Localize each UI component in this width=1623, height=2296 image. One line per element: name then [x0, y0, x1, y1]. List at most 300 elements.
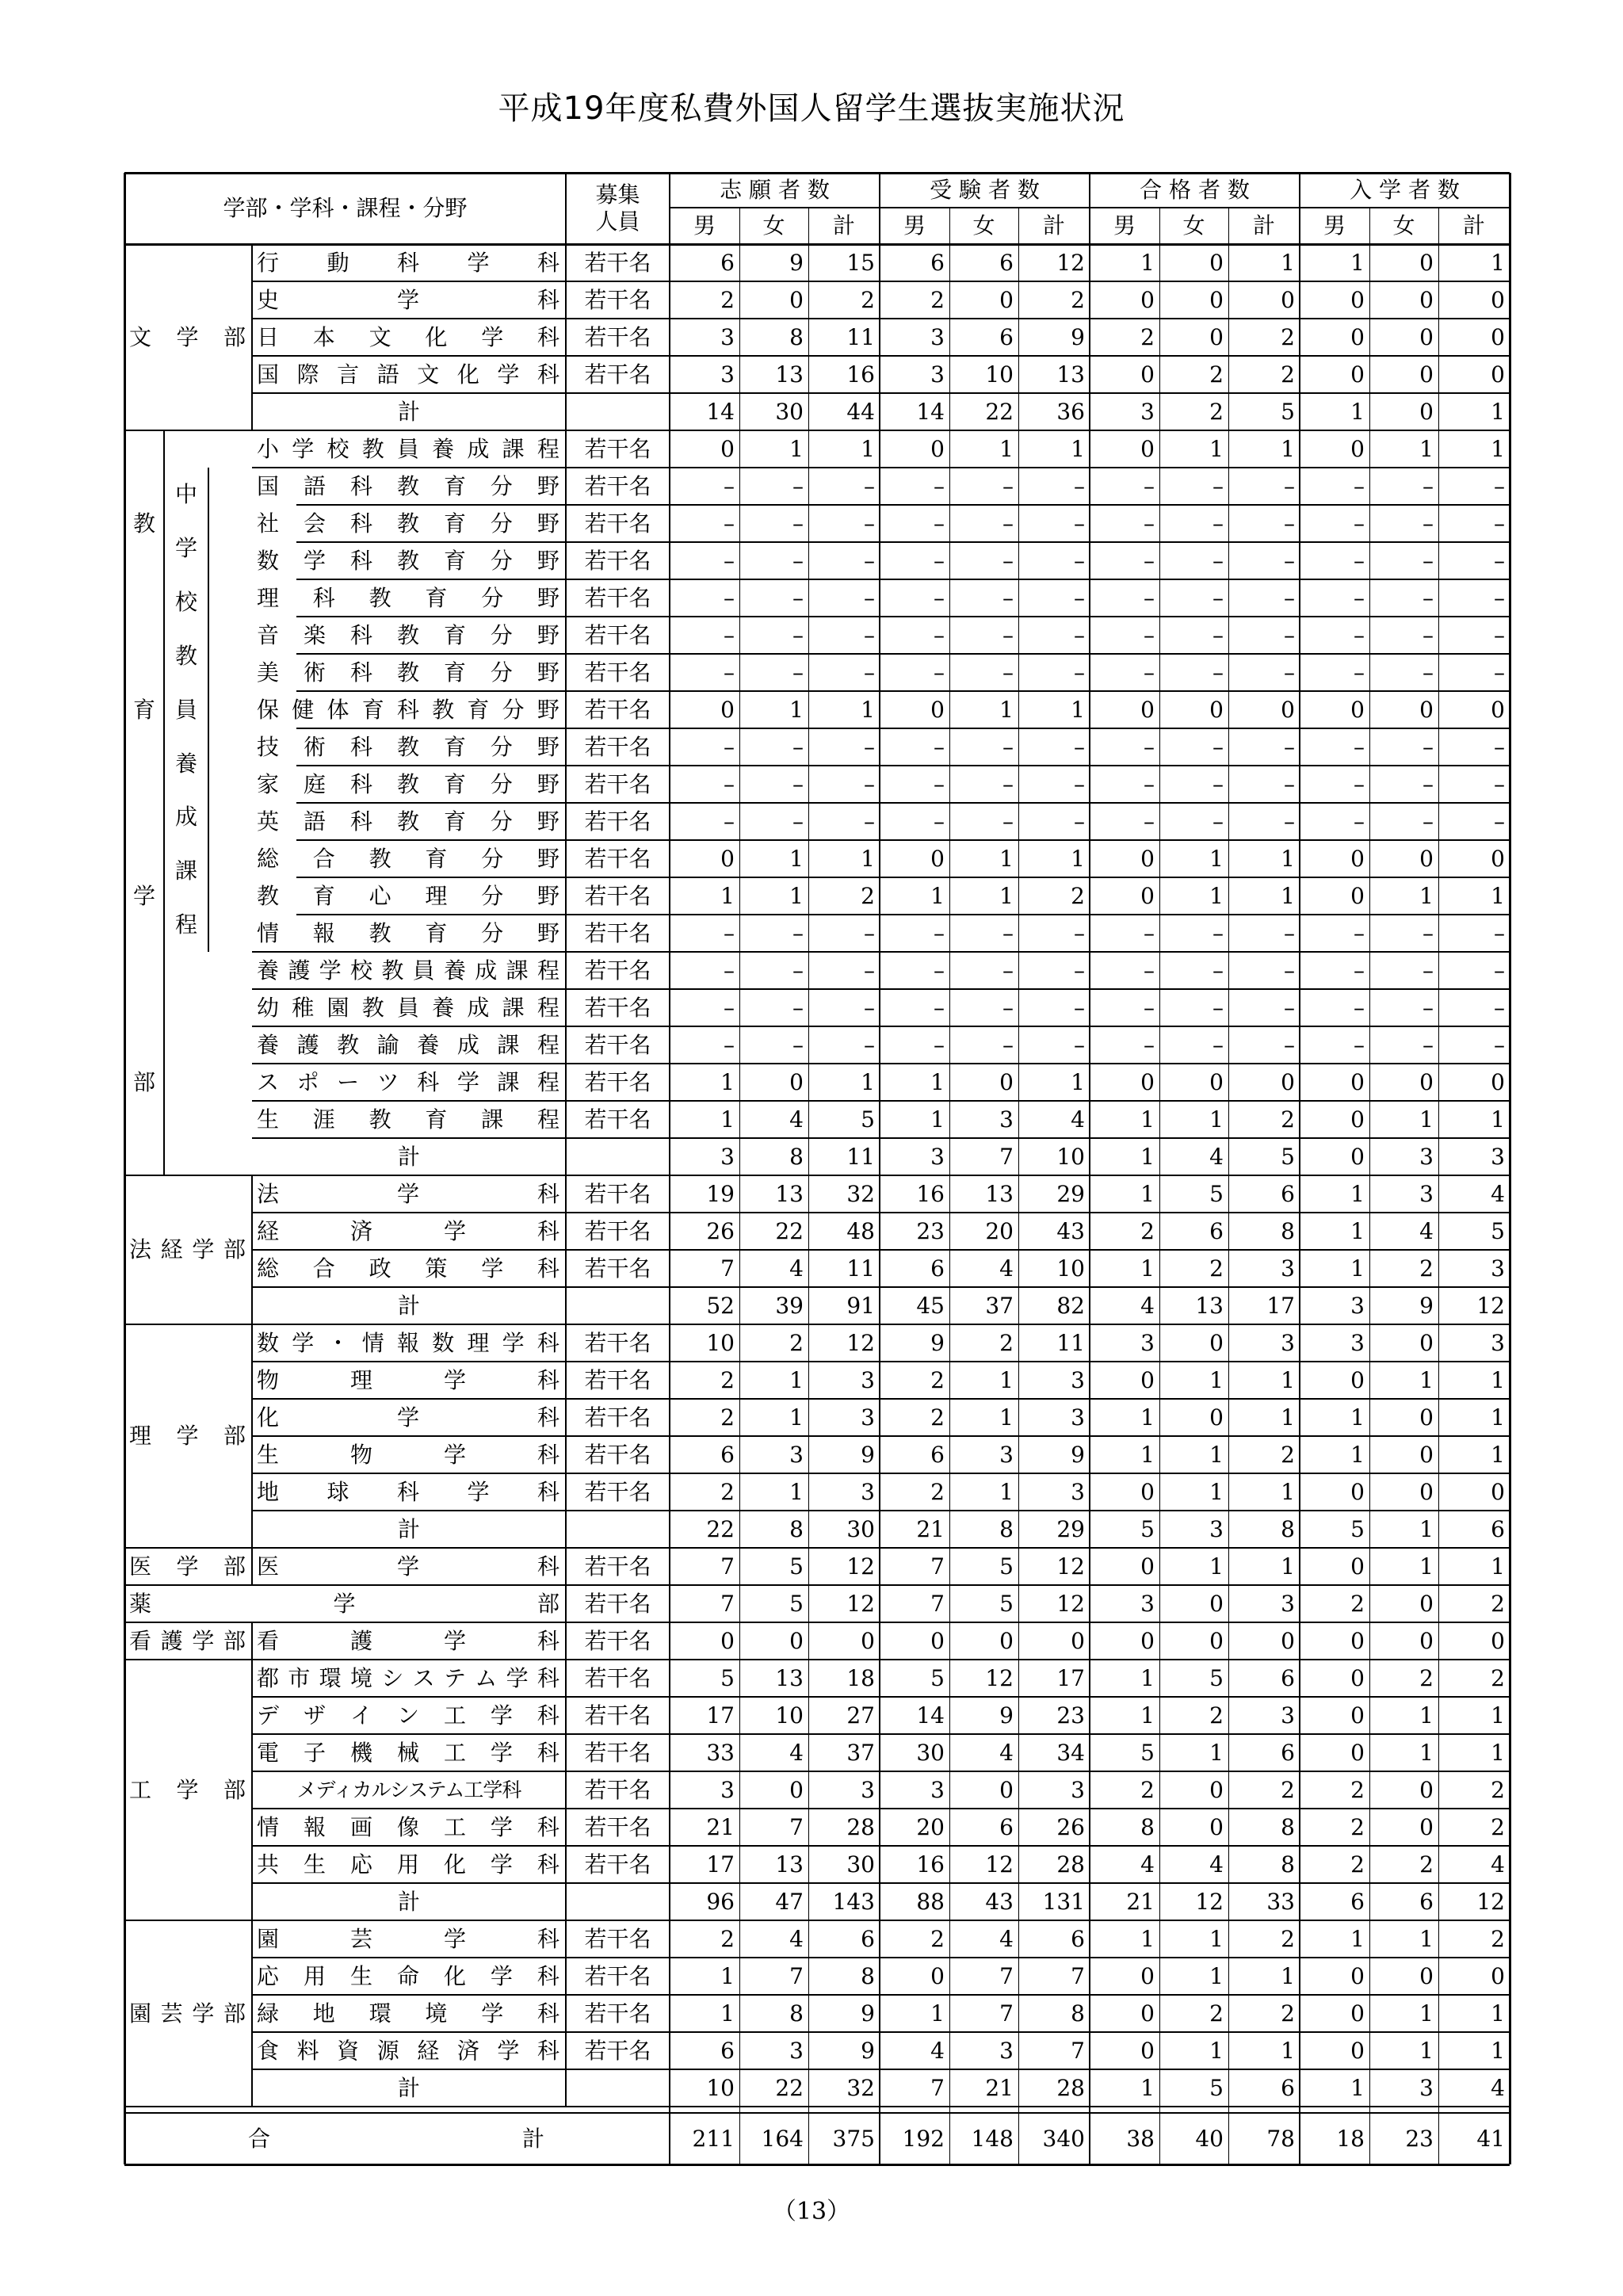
rule-v	[739, 208, 740, 2164]
value-cell: 5	[999, 1553, 1014, 1580]
value-cell: 16	[846, 361, 875, 388]
value-cell: 1	[1140, 1106, 1155, 1133]
value-cell: 1	[1209, 1925, 1224, 1952]
value-cell: –	[1074, 659, 1085, 686]
value-cell: 12	[1195, 1888, 1224, 1915]
value-cell: 1	[1281, 435, 1295, 462]
value-cell: 6	[1281, 1664, 1295, 1691]
value-cell: –	[1354, 994, 1365, 1021]
value-cell: 6	[720, 2037, 735, 2064]
value-cell: –	[1354, 770, 1365, 797]
rule-v	[1228, 208, 1229, 2164]
value-cell: 0	[720, 845, 735, 872]
value-cell: 6	[1350, 1888, 1365, 1915]
value-cell: 0	[1419, 696, 1434, 723]
value-cell: 6	[930, 1441, 945, 1468]
value-cell: –	[934, 510, 945, 537]
value-cell: 48	[846, 1217, 875, 1244]
value-cell: 1	[861, 845, 875, 872]
value-cell: 1	[1071, 845, 1085, 872]
value-cell: 0	[1350, 323, 1365, 350]
value-cell: 3	[1140, 1329, 1155, 1356]
value-cell: 0	[1209, 1329, 1224, 1356]
value-cell: –	[1074, 472, 1085, 499]
value-cell: 1	[1281, 882, 1295, 909]
value-cell: 11	[846, 323, 875, 350]
value-cell: –	[1284, 994, 1295, 1021]
value-cell: 1	[1140, 1404, 1155, 1431]
value-cell: 1	[1419, 1366, 1434, 1393]
row-label: 総 合 政 策 学 科	[257, 1255, 559, 1282]
row-label: 情 報 画 像 工 学 科	[257, 1813, 559, 1840]
value-cell: 0	[1350, 882, 1365, 909]
value-cell: 1	[1281, 845, 1295, 872]
value-cell: –	[934, 770, 945, 797]
value-cell: –	[1212, 1031, 1224, 1058]
value-cell: –	[1074, 957, 1085, 984]
value-cell: 8	[789, 1143, 804, 1170]
value-cell: 13	[775, 1180, 804, 1207]
value-cell: 1	[1350, 1925, 1365, 1952]
value-cell: 0	[1350, 1143, 1365, 1170]
value-cell: 7	[1071, 1962, 1085, 1989]
value-cell: 1	[1491, 435, 1505, 462]
value-cell: –	[864, 1031, 875, 1058]
value-cell: 1	[1281, 2037, 1295, 2064]
value-cell: 1	[1491, 1404, 1505, 1431]
grand-total-value: 164	[761, 2125, 804, 2152]
value-cell: 3	[1209, 1515, 1224, 1542]
value-cell: 1	[1209, 435, 1224, 462]
value-cell: 4	[999, 1255, 1014, 1282]
value-cell: 1	[1281, 249, 1295, 276]
value-cell: –	[724, 733, 735, 760]
value-cell: 1	[1140, 1180, 1155, 1207]
value-cell: 4	[1209, 1851, 1224, 1878]
value-cell: 0	[1350, 1478, 1365, 1505]
value-cell: –	[1212, 919, 1224, 946]
value-cell: 2	[1209, 1702, 1224, 1729]
value-cell: –	[792, 621, 804, 648]
value-cell: 9	[789, 249, 804, 276]
value-cell: 1	[1491, 249, 1505, 276]
value-cell: 5	[861, 1106, 875, 1133]
value-cell: 7	[999, 2000, 1014, 2027]
value-cell: 8	[861, 1962, 875, 1989]
value-cell: –	[1354, 733, 1365, 760]
value-cell: 1	[1491, 1739, 1505, 1766]
value-cell: 2	[1140, 323, 1155, 350]
value-cell: 1	[1071, 696, 1085, 723]
value-cell: –	[864, 547, 875, 574]
value-cell: 3	[930, 361, 945, 388]
value-cell: 5	[1281, 1143, 1295, 1170]
value-cell: 1	[720, 1068, 735, 1095]
recruit-cell: 若干名	[584, 1217, 651, 1244]
value-cell: 5	[1350, 1515, 1365, 1542]
value-cell: 2	[930, 1366, 945, 1393]
row-label: 地 球 科 学 科	[257, 1478, 559, 1505]
value-cell: 2	[1281, 1925, 1295, 1952]
value-cell: 7	[1071, 2037, 1085, 2064]
value-cell: –	[934, 621, 945, 648]
recruit-cell: 若干名	[584, 361, 651, 388]
recruit-cell: 若干名	[584, 547, 651, 574]
value-cell: 1	[1281, 1962, 1295, 1989]
rule-v	[949, 208, 950, 2164]
value-cell: 6	[1419, 1888, 1434, 1915]
value-cell: 3	[720, 361, 735, 388]
value-cell: 5	[1491, 1217, 1505, 1244]
value-cell: 2	[1491, 1590, 1505, 1617]
row-label: 物 理 学 科	[257, 1366, 559, 1393]
value-cell: 1	[789, 1478, 804, 1505]
value-cell: 2	[1350, 1851, 1365, 1878]
value-cell: 1	[1209, 1441, 1224, 1468]
value-cell: 91	[846, 1292, 875, 1319]
value-cell: 13	[775, 361, 804, 388]
value-cell: 37	[985, 1292, 1014, 1319]
value-cell: 20	[916, 1813, 945, 1840]
value-cell: 4	[1419, 1217, 1434, 1244]
value-cell: –	[1423, 919, 1434, 946]
grand-total-value: 375	[832, 2125, 875, 2152]
value-cell: 2	[1140, 1776, 1155, 1803]
value-cell: 0	[1419, 1962, 1434, 1989]
value-cell: 0	[1419, 1813, 1434, 1840]
value-cell: 1	[1419, 1515, 1434, 1542]
value-cell: –	[1494, 957, 1505, 984]
value-cell: –	[1423, 547, 1434, 574]
value-cell: 2	[720, 1925, 735, 1952]
value-cell: 2	[1419, 1664, 1434, 1691]
value-cell: –	[1002, 808, 1014, 835]
value-cell: 0	[1140, 435, 1155, 462]
value-cell: 3	[720, 1776, 735, 1803]
recruit-cell: 若干名	[584, 1962, 651, 1989]
row-label: 家 庭 科 教 育 分 野	[257, 770, 559, 797]
header-group: 入 学 者 数	[1350, 177, 1460, 203]
value-cell: 2	[1209, 1255, 1224, 1282]
value-cell: 0	[1419, 361, 1434, 388]
value-cell: 20	[985, 1217, 1014, 1244]
value-cell: 6	[999, 249, 1014, 276]
grand-total-value: 192	[902, 2125, 945, 2152]
value-cell: 3	[1350, 1329, 1365, 1356]
value-cell: 1	[861, 1068, 875, 1095]
value-cell: 1	[1491, 2037, 1505, 2064]
value-cell: –	[1074, 1031, 1085, 1058]
value-cell: 3	[930, 323, 945, 350]
value-cell: 1	[1491, 398, 1505, 425]
value-cell: 28	[1056, 2074, 1085, 2101]
faculty-label: 法 経 学 部	[129, 1236, 246, 1263]
row-label: 行 動 科 学 科	[257, 249, 559, 276]
value-cell: 131	[1042, 1888, 1085, 1915]
header-total: 計	[1042, 212, 1065, 239]
rule-v	[1509, 173, 1511, 2164]
header-male: 男	[693, 212, 716, 239]
value-cell: –	[1002, 584, 1014, 611]
value-cell: 1	[1209, 882, 1224, 909]
value-cell: 1	[1281, 1553, 1295, 1580]
value-cell: –	[1212, 770, 1224, 797]
value-cell: 96	[706, 1888, 735, 1915]
subtotal-label: 計	[397, 1143, 420, 1170]
faculty-label: 理 学 部	[129, 1423, 246, 1449]
value-cell: 52	[706, 1292, 735, 1319]
value-cell: 3	[1281, 1329, 1295, 1356]
value-cell: 12	[1056, 1590, 1085, 1617]
value-cell: –	[1354, 957, 1365, 984]
row-label: 小 学 校 教 員 養 成 課 程	[257, 435, 559, 462]
recruit-cell: 若干名	[584, 2037, 651, 2064]
value-cell: –	[934, 957, 945, 984]
value-cell: –	[792, 957, 804, 984]
value-cell: –	[1074, 994, 1085, 1021]
value-cell: 1	[1140, 249, 1155, 276]
value-cell: –	[724, 621, 735, 648]
value-cell: 0	[999, 1776, 1014, 1803]
value-cell: 22	[985, 398, 1014, 425]
row-label: 美 術 科 教 育 分 野	[257, 659, 559, 686]
value-cell: –	[1144, 547, 1155, 574]
value-cell: 1	[1140, 1441, 1155, 1468]
value-cell: –	[934, 808, 945, 835]
value-cell: 0	[1419, 1068, 1434, 1095]
value-cell: –	[1002, 1031, 1014, 1058]
value-cell: 1	[1209, 1739, 1224, 1766]
value-cell: –	[1354, 472, 1365, 499]
value-cell: –	[1144, 584, 1155, 611]
value-cell: –	[1354, 808, 1365, 835]
row-label: 日 本 文 化 学 科	[257, 323, 559, 350]
row-label: 養 護 学 校 教 員 養 成 課 程	[257, 957, 559, 984]
value-cell: –	[1074, 808, 1085, 835]
value-cell: 0	[1140, 1962, 1155, 1989]
value-cell: 1	[999, 1366, 1014, 1393]
value-cell: –	[864, 919, 875, 946]
value-cell: 47	[775, 1888, 804, 1915]
header-group: 受 験 者 数	[930, 177, 1040, 203]
value-cell: –	[1423, 621, 1434, 648]
value-cell: –	[792, 733, 804, 760]
value-cell: 0	[1140, 696, 1155, 723]
value-cell: 33	[1266, 1888, 1295, 1915]
value-cell: –	[1212, 733, 1224, 760]
value-cell: –	[864, 510, 875, 537]
row-label: 緑 地 環 境 学 科	[257, 2000, 559, 2027]
value-cell: 5	[999, 1590, 1014, 1617]
value-cell: 3	[1350, 1292, 1365, 1319]
value-cell: –	[1144, 1031, 1155, 1058]
grand-total-value: 41	[1476, 2125, 1505, 2152]
value-cell: 1	[999, 696, 1014, 723]
value-cell: –	[1074, 510, 1085, 537]
value-cell: 0	[1350, 361, 1365, 388]
rule-v	[163, 430, 164, 1138]
value-cell: 17	[706, 1702, 735, 1729]
value-cell: 8	[1281, 1813, 1295, 1840]
value-cell: 0	[789, 1776, 804, 1803]
subgroup-label: 中 学 校 教 員 養 成 課 程	[174, 481, 197, 938]
rule-v	[879, 173, 880, 2164]
value-cell: 0	[1350, 696, 1365, 723]
value-cell: 21	[985, 2074, 1014, 2101]
value-cell: 2	[720, 1404, 735, 1431]
rule-v	[1369, 208, 1370, 2164]
value-cell: –	[1212, 547, 1224, 574]
value-cell: 1	[1491, 882, 1505, 909]
value-cell: 0	[1491, 696, 1505, 723]
value-cell: 1	[1209, 1962, 1224, 1989]
value-cell: 2	[1209, 398, 1224, 425]
value-cell: –	[934, 547, 945, 574]
value-cell: 1	[1491, 1553, 1505, 1580]
row-label: 総 合 教 育 分 野	[257, 845, 559, 872]
value-cell: 26	[1056, 1813, 1085, 1840]
value-cell: 5	[789, 1553, 804, 1580]
value-cell: –	[724, 584, 735, 611]
value-cell: 45	[916, 1292, 945, 1319]
value-cell: 0	[1350, 845, 1365, 872]
rule-v	[251, 1548, 253, 1585]
value-cell: 3	[999, 1441, 1014, 1468]
value-cell: 9	[1071, 1441, 1085, 1468]
value-cell: 1	[720, 882, 735, 909]
value-cell: 0	[1491, 1627, 1505, 1654]
row-label: 共 生 応 用 化 学 科	[257, 1851, 559, 1878]
value-cell: 3	[789, 1441, 804, 1468]
value-cell: 4	[1071, 1106, 1085, 1133]
grand-total-value: 148	[971, 2125, 1014, 2152]
value-cell: 9	[861, 1441, 875, 1468]
value-cell: 6	[930, 1255, 945, 1282]
value-cell: –	[724, 1031, 735, 1058]
value-cell: –	[1002, 994, 1014, 1021]
rule-v	[251, 1324, 253, 1548]
row-label: 幼 稚 園 教 員 養 成 課 程	[257, 994, 559, 1021]
grand-total-value: 18	[1336, 2125, 1365, 2152]
value-cell: 1	[1419, 882, 1434, 909]
value-cell: –	[1002, 659, 1014, 686]
value-cell: –	[864, 621, 875, 648]
value-cell: –	[792, 584, 804, 611]
value-cell: 2	[1491, 1813, 1505, 1840]
value-cell: –	[934, 1031, 945, 1058]
value-cell: 6	[1281, 1180, 1295, 1207]
value-cell: 1	[789, 882, 804, 909]
value-cell: 1	[1209, 845, 1224, 872]
value-cell: 12	[1056, 249, 1085, 276]
value-cell: 1	[930, 1106, 945, 1133]
value-cell: 34	[1056, 1739, 1085, 1766]
value-cell: 0	[1419, 1404, 1434, 1431]
recruit-cell: 若干名	[584, 1702, 651, 1729]
value-cell: 7	[930, 1590, 945, 1617]
value-cell: 2	[1419, 1851, 1434, 1878]
value-cell: –	[1002, 957, 1014, 984]
value-cell: 3	[1071, 1404, 1085, 1431]
row-label: 英 語 科 教 育 分 野	[257, 808, 559, 835]
value-cell: 26	[706, 1217, 735, 1244]
value-cell: 0	[1350, 1106, 1365, 1133]
value-cell: 5	[1209, 1180, 1224, 1207]
value-cell: 0	[930, 1627, 945, 1654]
value-cell: 1	[1281, 1366, 1295, 1393]
recruit-cell: 若干名	[584, 1739, 651, 1766]
value-cell: 3	[1281, 1255, 1295, 1282]
value-cell: 2	[930, 1404, 945, 1431]
value-cell: 30	[775, 398, 804, 425]
value-cell: 28	[1056, 1851, 1085, 1878]
value-cell: 0	[720, 1627, 735, 1654]
value-cell: 4	[789, 1106, 804, 1133]
value-cell: –	[1074, 770, 1085, 797]
rule-v	[1159, 208, 1160, 2164]
faculty-label: 文 学 部	[129, 323, 246, 350]
value-cell: 10	[706, 1329, 735, 1356]
value-cell: –	[1212, 621, 1224, 648]
value-cell: 0	[1071, 1627, 1085, 1654]
value-cell: 13	[775, 1851, 804, 1878]
value-cell: –	[1423, 584, 1434, 611]
value-cell: 3	[861, 1478, 875, 1505]
value-cell: 0	[1140, 2000, 1155, 2027]
value-cell: 0	[1350, 286, 1365, 313]
value-cell: 3	[789, 2037, 804, 2064]
recruit-cell: 若干名	[584, 1441, 651, 1468]
value-cell: 2	[1209, 2000, 1224, 2027]
value-cell: 0	[1140, 845, 1155, 872]
value-cell: 15	[846, 249, 875, 276]
value-cell: 0	[1140, 1478, 1155, 1505]
value-cell: –	[1144, 957, 1155, 984]
recruit-cell: 若干名	[584, 1366, 651, 1393]
value-cell: 0	[1491, 286, 1505, 313]
value-cell: 1	[1281, 1404, 1295, 1431]
value-cell: 2	[1140, 1217, 1155, 1244]
value-cell: 5	[1281, 398, 1295, 425]
value-cell: 1	[1140, 1925, 1155, 1952]
value-cell: 13	[1056, 361, 1085, 388]
value-cell: 6	[930, 249, 945, 276]
value-cell: 16	[916, 1851, 945, 1878]
value-cell: 1	[1209, 1478, 1224, 1505]
value-cell: 14	[916, 1702, 945, 1729]
recruit-cell: 若干名	[584, 808, 651, 835]
value-cell: 3	[1419, 1143, 1434, 1170]
value-cell: 3	[930, 1143, 945, 1170]
value-cell: 12	[985, 1851, 1014, 1878]
value-cell: 4	[1491, 1180, 1505, 1207]
value-cell: –	[1284, 510, 1295, 537]
value-cell: 1	[1140, 1143, 1155, 1170]
value-cell: –	[1212, 808, 1224, 835]
value-cell: 0	[930, 696, 945, 723]
value-cell: 0	[1140, 882, 1155, 909]
value-cell: 5	[930, 1664, 945, 1691]
row-label: 医 学 科	[257, 1553, 559, 1580]
value-cell: –	[1284, 659, 1295, 686]
value-cell: –	[1284, 1031, 1295, 1058]
value-cell: –	[1354, 659, 1365, 686]
value-cell: –	[1144, 733, 1155, 760]
rule-v	[251, 1920, 253, 2107]
value-cell: 3	[1419, 1180, 1434, 1207]
recruit-cell: 若干名	[584, 621, 651, 648]
recruit-cell: 若干名	[584, 1478, 651, 1505]
